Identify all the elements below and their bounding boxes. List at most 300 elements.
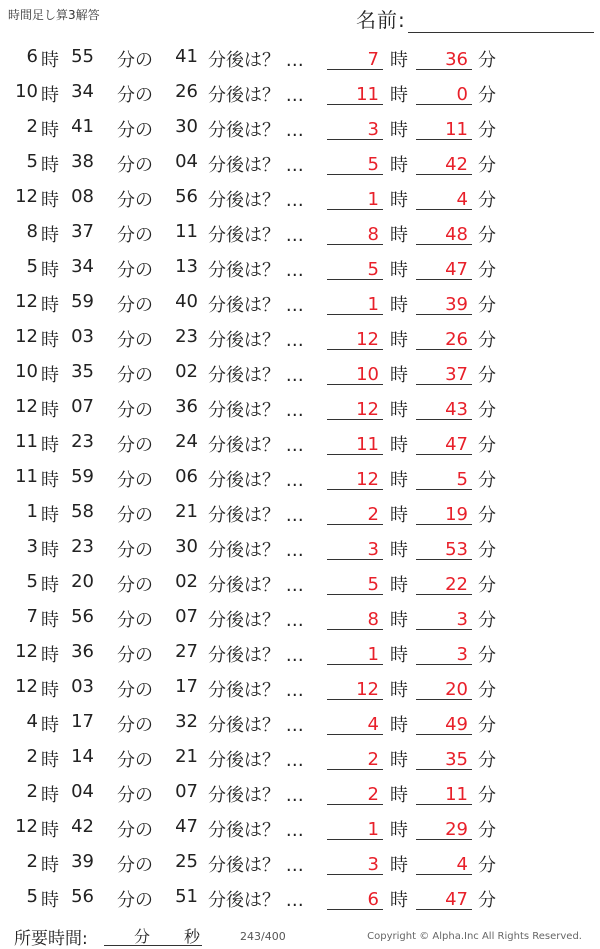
answer-minute-unit: 分 bbox=[478, 260, 496, 281]
added-minutes: 21 bbox=[175, 746, 198, 767]
answer-value: 12 bbox=[356, 469, 379, 490]
hour-unit: 時 bbox=[41, 50, 59, 71]
start-minute: 34 bbox=[71, 81, 94, 102]
answer-value: 11 bbox=[356, 434, 379, 455]
start-minute: 34 bbox=[71, 256, 94, 277]
answer-value: 4 bbox=[367, 714, 379, 735]
start-minute: 58 bbox=[71, 501, 94, 522]
answer-value: 20 bbox=[445, 679, 468, 700]
hour-unit: 時 bbox=[41, 820, 59, 841]
answer-hour-field[interactable] bbox=[327, 778, 383, 805]
added-minutes: 02 bbox=[175, 571, 198, 592]
added-minutes: 47 bbox=[175, 816, 198, 837]
after-text: 分後は？ … bbox=[208, 120, 304, 141]
name-field bbox=[356, 4, 594, 33]
answer-hour-field[interactable] bbox=[327, 708, 383, 735]
start-minute: 37 bbox=[71, 221, 94, 242]
answer-minute-field[interactable] bbox=[416, 603, 472, 630]
after-text: 分後は？ … bbox=[208, 330, 304, 351]
required-time-label: 所要時間: bbox=[14, 929, 88, 949]
start-hour: 12 bbox=[15, 291, 38, 312]
answer-hour-unit: 時 bbox=[390, 470, 408, 491]
answer-minute-field[interactable] bbox=[416, 743, 472, 770]
hour-unit: 時 bbox=[41, 540, 59, 561]
answer-value: 0 bbox=[456, 84, 468, 105]
answer-minute-field[interactable] bbox=[416, 323, 472, 350]
added-minutes: 13 bbox=[175, 256, 198, 277]
answer-value: 12 bbox=[356, 329, 379, 350]
after-text: 分後は？ … bbox=[208, 435, 304, 456]
problem-row bbox=[0, 845, 600, 880]
answer-hour-field[interactable] bbox=[327, 43, 383, 70]
answer-value: 36 bbox=[445, 49, 468, 70]
answer-hour-unit: 時 bbox=[390, 855, 408, 876]
answer-value: 3 bbox=[367, 539, 379, 560]
minute-unit: 分の bbox=[117, 645, 153, 666]
hour-unit: 時 bbox=[41, 225, 59, 246]
start-hour: 11 bbox=[15, 431, 38, 452]
start-minute: 23 bbox=[71, 536, 94, 557]
answer-minute-field[interactable] bbox=[416, 638, 472, 665]
after-text: 分後は？ … bbox=[208, 50, 304, 71]
required-time-minutes-unit: 分 bbox=[134, 927, 151, 946]
answer-minute-field[interactable] bbox=[416, 113, 472, 140]
answer-minute-unit: 分 bbox=[478, 680, 496, 701]
answer-minute-field[interactable] bbox=[416, 393, 472, 420]
answer-minute-unit: 分 bbox=[478, 470, 496, 491]
minute-unit: 分の bbox=[117, 540, 153, 561]
answer-minute-unit: 分 bbox=[478, 750, 496, 771]
minute-unit: 分の bbox=[117, 260, 153, 281]
start-minute: 56 bbox=[71, 606, 94, 627]
minute-unit: 分の bbox=[117, 120, 153, 141]
answer-minute-unit: 分 bbox=[478, 155, 496, 176]
answer-minute-unit: 分 bbox=[478, 190, 496, 211]
answer-hour-unit: 時 bbox=[390, 120, 408, 141]
added-minutes: 40 bbox=[175, 291, 198, 312]
after-text: 分後は？ … bbox=[208, 715, 304, 736]
answer-hour-unit: 時 bbox=[390, 435, 408, 456]
answer-minute-unit: 分 bbox=[478, 540, 496, 561]
answer-hour-unit: 時 bbox=[390, 610, 408, 631]
added-minutes: 17 bbox=[175, 676, 198, 697]
minute-unit: 分の bbox=[117, 750, 153, 771]
answer-hour-field[interactable] bbox=[327, 78, 383, 105]
answer-hour-unit: 時 bbox=[390, 575, 408, 596]
answer-value: 2 bbox=[367, 784, 379, 805]
after-text: 分後は？ … bbox=[208, 540, 304, 561]
after-text: 分後は？ … bbox=[208, 225, 304, 246]
answer-minute-field[interactable] bbox=[416, 183, 472, 210]
answer-hour-unit: 時 bbox=[390, 155, 408, 176]
answer-hour-field[interactable] bbox=[327, 358, 383, 385]
answer-minute-unit: 分 bbox=[478, 785, 496, 806]
hour-unit: 時 bbox=[41, 575, 59, 596]
start-minute: 04 bbox=[71, 781, 94, 802]
problem-row bbox=[0, 565, 600, 600]
answer-value: 49 bbox=[445, 714, 468, 735]
answer-hour-unit: 時 bbox=[390, 400, 408, 421]
answer-value: 19 bbox=[445, 504, 468, 525]
answer-minute-unit: 分 bbox=[478, 120, 496, 141]
start-hour: 12 bbox=[15, 186, 38, 207]
hour-unit: 時 bbox=[41, 610, 59, 631]
hour-unit: 時 bbox=[41, 330, 59, 351]
problem-row bbox=[0, 880, 600, 915]
answer-value: 3 bbox=[456, 644, 468, 665]
problem-row bbox=[0, 775, 600, 810]
answer-minute-field[interactable] bbox=[416, 813, 472, 840]
answer-minute-field[interactable] bbox=[416, 78, 472, 105]
after-text: 分後は？ … bbox=[208, 505, 304, 526]
hour-unit: 時 bbox=[41, 750, 59, 771]
answer-minute-field[interactable] bbox=[416, 358, 472, 385]
answer-hour-field[interactable] bbox=[327, 148, 383, 175]
answer-hour-unit: 時 bbox=[390, 785, 408, 806]
name-label: 名前: bbox=[356, 8, 406, 32]
start-hour: 7 bbox=[26, 606, 38, 627]
minute-unit: 分の bbox=[117, 610, 153, 631]
answer-minute-unit: 分 bbox=[478, 645, 496, 666]
answer-hour-unit: 時 bbox=[390, 715, 408, 736]
answer-hour-field[interactable] bbox=[327, 428, 383, 455]
start-hour: 12 bbox=[15, 816, 38, 837]
start-minute: 59 bbox=[71, 466, 94, 487]
answer-minute-unit: 分 bbox=[478, 890, 496, 911]
added-minutes: 27 bbox=[175, 641, 198, 662]
minute-unit: 分の bbox=[117, 295, 153, 316]
copyright: Copyright © Alpha.Inc All Rights Reserved. bbox=[367, 931, 582, 942]
hour-unit: 時 bbox=[41, 505, 59, 526]
added-minutes: 04 bbox=[175, 151, 198, 172]
answer-hour-field[interactable] bbox=[327, 533, 383, 560]
answer-hour-field[interactable] bbox=[327, 218, 383, 245]
answer-minute-field[interactable] bbox=[416, 848, 472, 875]
answer-hour-unit: 時 bbox=[390, 645, 408, 666]
problem-row bbox=[0, 425, 600, 460]
added-minutes: 02 bbox=[175, 361, 198, 382]
answer-minute-unit: 分 bbox=[478, 435, 496, 456]
problem-row bbox=[0, 670, 600, 705]
answer-minute-unit: 分 bbox=[478, 330, 496, 351]
minute-unit: 分の bbox=[117, 85, 153, 106]
start-minute: 55 bbox=[71, 46, 94, 67]
problem-row bbox=[0, 180, 600, 215]
answer-value: 43 bbox=[445, 399, 468, 420]
start-hour: 11 bbox=[15, 466, 38, 487]
hour-unit: 時 bbox=[41, 715, 59, 736]
problem-row bbox=[0, 705, 600, 740]
added-minutes: 41 bbox=[175, 46, 198, 67]
answer-minute-field[interactable] bbox=[416, 568, 472, 595]
start-minute: 07 bbox=[71, 396, 94, 417]
answer-value: 2 bbox=[367, 749, 379, 770]
added-minutes: 30 bbox=[175, 536, 198, 557]
minute-unit: 分の bbox=[117, 50, 153, 71]
answer-hour-unit: 時 bbox=[390, 295, 408, 316]
after-text: 分後は？ … bbox=[208, 85, 304, 106]
answer-value: 2 bbox=[367, 504, 379, 525]
problem-row bbox=[0, 40, 600, 75]
answer-value: 12 bbox=[356, 679, 379, 700]
answer-minute-unit: 分 bbox=[478, 505, 496, 526]
hour-unit: 時 bbox=[41, 190, 59, 211]
answer-minute-unit: 分 bbox=[478, 610, 496, 631]
start-hour: 2 bbox=[26, 851, 38, 872]
start-hour: 6 bbox=[26, 46, 38, 67]
answer-value: 3 bbox=[367, 854, 379, 875]
answer-hour-unit: 時 bbox=[390, 190, 408, 211]
added-minutes: 07 bbox=[175, 781, 198, 802]
after-text: 分後は？ … bbox=[208, 260, 304, 281]
minute-unit: 分の bbox=[117, 365, 153, 386]
hour-unit: 時 bbox=[41, 645, 59, 666]
start-hour: 1 bbox=[26, 501, 38, 522]
minute-unit: 分の bbox=[117, 225, 153, 246]
start-minute: 14 bbox=[71, 746, 94, 767]
answer-hour-unit: 時 bbox=[390, 225, 408, 246]
answer-hour-unit: 時 bbox=[390, 330, 408, 351]
answer-value: 3 bbox=[367, 119, 379, 140]
hour-unit: 時 bbox=[41, 295, 59, 316]
added-minutes: 25 bbox=[175, 851, 198, 872]
minute-unit: 分の bbox=[117, 435, 153, 456]
hour-unit: 時 bbox=[41, 435, 59, 456]
worksheet-title: 時間足し算3解答 bbox=[8, 8, 100, 22]
added-minutes: 36 bbox=[175, 396, 198, 417]
hour-unit: 時 bbox=[41, 365, 59, 386]
start-hour: 2 bbox=[26, 746, 38, 767]
start-minute: 56 bbox=[71, 886, 94, 907]
added-minutes: 56 bbox=[175, 186, 198, 207]
minute-unit: 分の bbox=[117, 890, 153, 911]
answer-value: 53 bbox=[445, 539, 468, 560]
answer-minute-field[interactable] bbox=[416, 498, 472, 525]
minute-unit: 分の bbox=[117, 190, 153, 211]
hour-unit: 時 bbox=[41, 155, 59, 176]
start-minute: 38 bbox=[71, 151, 94, 172]
start-minute: 41 bbox=[71, 116, 94, 137]
answer-hour-field[interactable] bbox=[327, 323, 383, 350]
answer-minute-field[interactable] bbox=[416, 533, 472, 560]
start-minute: 20 bbox=[71, 571, 94, 592]
minute-unit: 分の bbox=[117, 575, 153, 596]
problem-row bbox=[0, 320, 600, 355]
answer-minute-field[interactable] bbox=[416, 778, 472, 805]
answer-minute-field[interactable] bbox=[416, 883, 472, 910]
hour-unit: 時 bbox=[41, 785, 59, 806]
answer-minute-unit: 分 bbox=[478, 365, 496, 386]
required-time-seconds-unit: 秒 bbox=[184, 927, 201, 946]
name-line[interactable] bbox=[408, 10, 594, 33]
answer-value: 22 bbox=[445, 574, 468, 595]
answer-hour-unit: 時 bbox=[390, 750, 408, 771]
answer-hour-field[interactable] bbox=[327, 498, 383, 525]
answer-minute-field[interactable] bbox=[416, 673, 472, 700]
answer-value: 3 bbox=[456, 609, 468, 630]
after-text: 分後は？ … bbox=[208, 820, 304, 841]
after-text: 分後は？ … bbox=[208, 750, 304, 771]
minute-unit: 分の bbox=[117, 505, 153, 526]
problem-row bbox=[0, 530, 600, 565]
answer-value: 5 bbox=[367, 154, 379, 175]
after-text: 分後は？ … bbox=[208, 470, 304, 491]
problem-row bbox=[0, 635, 600, 670]
added-minutes: 30 bbox=[175, 116, 198, 137]
answer-minute-unit: 分 bbox=[478, 715, 496, 736]
answer-minute-field[interactable] bbox=[416, 218, 472, 245]
answer-minute-unit: 分 bbox=[478, 400, 496, 421]
answer-hour-unit: 時 bbox=[390, 85, 408, 106]
page-number: 243/400 bbox=[240, 930, 286, 943]
start-hour: 5 bbox=[26, 151, 38, 172]
after-text: 分後は？ … bbox=[208, 610, 304, 631]
answer-value: 47 bbox=[445, 434, 468, 455]
answer-hour-field[interactable] bbox=[327, 463, 383, 490]
answer-hour-field[interactable] bbox=[327, 568, 383, 595]
answer-hour-field[interactable] bbox=[327, 113, 383, 140]
problem-row bbox=[0, 600, 600, 635]
added-minutes: 06 bbox=[175, 466, 198, 487]
problem-row bbox=[0, 145, 600, 180]
answer-hour-field[interactable] bbox=[327, 288, 383, 315]
answer-minute-field[interactable] bbox=[416, 708, 472, 735]
minute-unit: 分の bbox=[117, 330, 153, 351]
answer-value: 5 bbox=[456, 469, 468, 490]
start-minute: 42 bbox=[71, 816, 94, 837]
answer-hour-unit: 時 bbox=[390, 680, 408, 701]
hour-unit: 時 bbox=[41, 855, 59, 876]
answer-value: 1 bbox=[367, 819, 379, 840]
answer-value: 5 bbox=[367, 574, 379, 595]
after-text: 分後は？ … bbox=[208, 785, 304, 806]
minute-unit: 分の bbox=[117, 680, 153, 701]
answer-minute-unit: 分 bbox=[478, 225, 496, 246]
problem-row bbox=[0, 250, 600, 285]
answer-value: 39 bbox=[445, 294, 468, 315]
answer-minute-field[interactable] bbox=[416, 288, 472, 315]
answer-minute-field[interactable] bbox=[416, 253, 472, 280]
start-hour: 4 bbox=[26, 711, 38, 732]
answer-value: 11 bbox=[445, 784, 468, 805]
answer-value: 47 bbox=[445, 889, 468, 910]
added-minutes: 51 bbox=[175, 886, 198, 907]
start-minute: 23 bbox=[71, 431, 94, 452]
answer-minute-field[interactable] bbox=[416, 43, 472, 70]
after-text: 分後は？ … bbox=[208, 400, 304, 421]
start-hour: 12 bbox=[15, 641, 38, 662]
after-text: 分後は？ … bbox=[208, 680, 304, 701]
answer-minute-unit: 分 bbox=[478, 855, 496, 876]
minute-unit: 分の bbox=[117, 785, 153, 806]
answer-value: 4 bbox=[456, 854, 468, 875]
hour-unit: 時 bbox=[41, 120, 59, 141]
added-minutes: 24 bbox=[175, 431, 198, 452]
start-minute: 17 bbox=[71, 711, 94, 732]
hour-unit: 時 bbox=[41, 400, 59, 421]
answer-value: 29 bbox=[445, 819, 468, 840]
start-hour: 5 bbox=[26, 886, 38, 907]
added-minutes: 11 bbox=[175, 221, 198, 242]
problem-row bbox=[0, 390, 600, 425]
problem-row bbox=[0, 75, 600, 110]
answer-value: 1 bbox=[367, 294, 379, 315]
start-hour: 5 bbox=[26, 571, 38, 592]
hour-unit: 時 bbox=[41, 680, 59, 701]
start-hour: 12 bbox=[15, 396, 38, 417]
start-hour: 2 bbox=[26, 116, 38, 137]
minute-unit: 分の bbox=[117, 820, 153, 841]
answer-minute-unit: 分 bbox=[478, 295, 496, 316]
answer-minute-field[interactable] bbox=[416, 428, 472, 455]
problem-row bbox=[0, 740, 600, 775]
answer-minute-field[interactable] bbox=[416, 463, 472, 490]
answer-hour-field[interactable] bbox=[327, 603, 383, 630]
answer-value: 8 bbox=[367, 609, 379, 630]
start-hour: 12 bbox=[15, 326, 38, 347]
start-minute: 08 bbox=[71, 186, 94, 207]
problem-row bbox=[0, 285, 600, 320]
answer-hour-field[interactable] bbox=[327, 848, 383, 875]
answer-hour-field[interactable] bbox=[327, 883, 383, 910]
answer-hour-field[interactable] bbox=[327, 638, 383, 665]
answer-hour-unit: 時 bbox=[390, 365, 408, 386]
answer-value: 1 bbox=[367, 189, 379, 210]
after-text: 分後は？ … bbox=[208, 365, 304, 386]
answer-minute-unit: 分 bbox=[478, 575, 496, 596]
problem-row bbox=[0, 495, 600, 530]
answer-value: 47 bbox=[445, 259, 468, 280]
problem-row bbox=[0, 460, 600, 495]
answer-value: 26 bbox=[445, 329, 468, 350]
added-minutes: 26 bbox=[175, 81, 198, 102]
answer-value: 7 bbox=[367, 49, 379, 70]
answer-hour-unit: 時 bbox=[390, 820, 408, 841]
start-hour: 3 bbox=[26, 536, 38, 557]
answer-value: 37 bbox=[445, 364, 468, 385]
start-minute: 03 bbox=[71, 326, 94, 347]
answer-minute-field[interactable] bbox=[416, 148, 472, 175]
answer-value: 11 bbox=[445, 119, 468, 140]
minute-unit: 分の bbox=[117, 715, 153, 736]
after-text: 分後は？ … bbox=[208, 890, 304, 911]
answer-value: 11 bbox=[356, 84, 379, 105]
answer-minute-unit: 分 bbox=[478, 50, 496, 71]
answer-hour-field[interactable] bbox=[327, 183, 383, 210]
answer-hour-unit: 時 bbox=[390, 540, 408, 561]
added-minutes: 32 bbox=[175, 711, 198, 732]
answer-value: 4 bbox=[456, 189, 468, 210]
minute-unit: 分の bbox=[117, 470, 153, 491]
problem-row bbox=[0, 810, 600, 845]
answer-hour-field[interactable] bbox=[327, 813, 383, 840]
answer-hour-field[interactable] bbox=[327, 743, 383, 770]
start-hour: 5 bbox=[26, 256, 38, 277]
problem-list bbox=[0, 40, 600, 915]
hour-unit: 時 bbox=[41, 260, 59, 281]
answer-hour-field[interactable] bbox=[327, 253, 383, 280]
answer-value: 1 bbox=[367, 644, 379, 665]
start-minute: 39 bbox=[71, 851, 94, 872]
after-text: 分後は？ … bbox=[208, 295, 304, 316]
start-minute: 36 bbox=[71, 641, 94, 662]
answer-hour-field[interactable] bbox=[327, 673, 383, 700]
answer-minute-unit: 分 bbox=[478, 85, 496, 106]
start-minute: 35 bbox=[71, 361, 94, 382]
hour-unit: 時 bbox=[41, 470, 59, 491]
start-minute: 03 bbox=[71, 676, 94, 697]
answer-hour-field[interactable] bbox=[327, 393, 383, 420]
